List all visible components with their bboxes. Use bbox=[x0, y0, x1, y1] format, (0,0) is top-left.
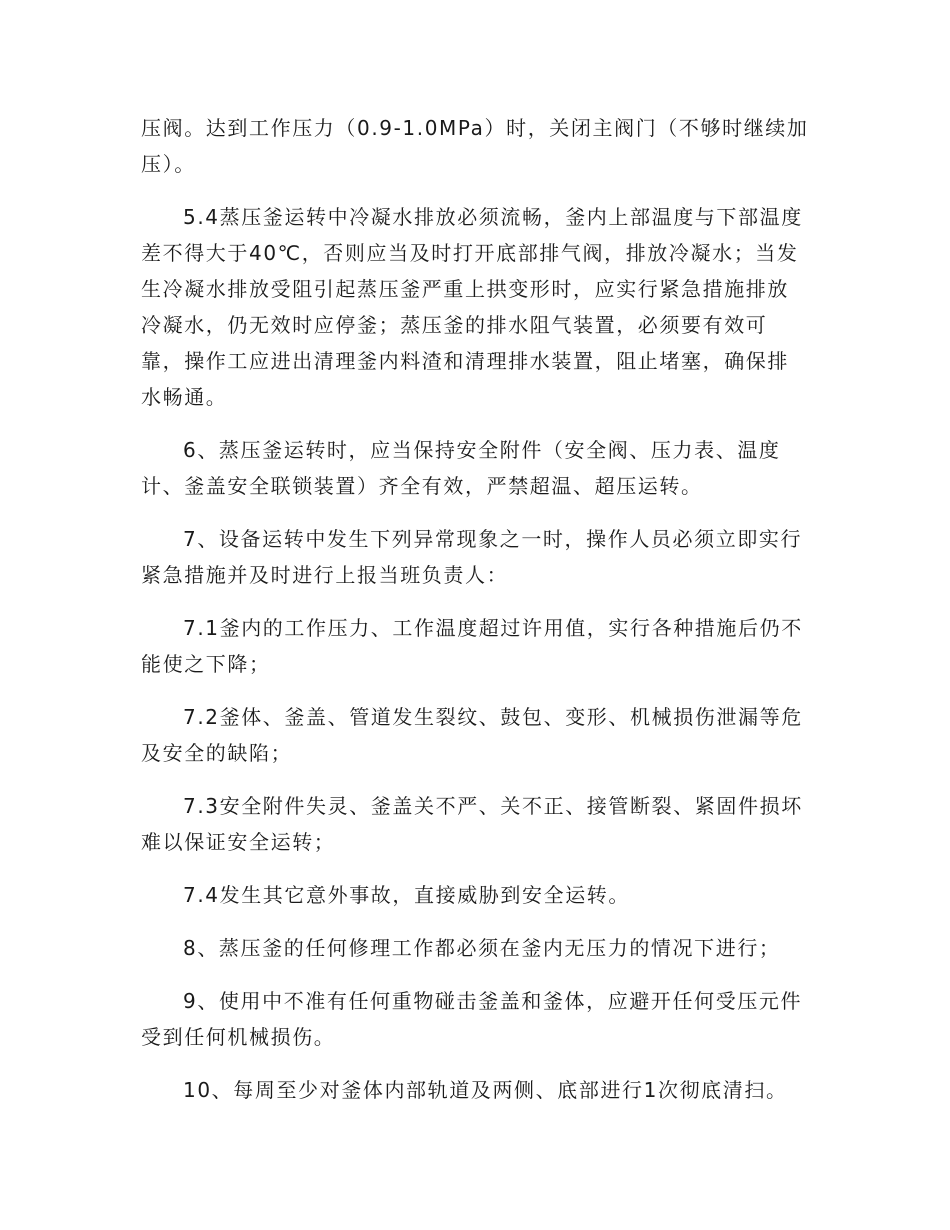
paragraph-line: 7.3安全附件失灵、釜盖关不严、关不正、接管断裂、紧固件损坏 bbox=[183, 794, 803, 818]
paragraph-p-7-4 bbox=[141, 877, 809, 913]
paragraph-line: 受到任何机械损伤。 bbox=[141, 1025, 336, 1049]
paragraph-line: 7.4发生其它意外事故，直接威胁到安全运转。 bbox=[183, 883, 631, 907]
paragraph-line: 压）。 bbox=[141, 152, 196, 176]
paragraph-line: 7、设备运转中发生下列异常现象之一时，操作人员必须立即实行 bbox=[183, 527, 803, 551]
paragraph-p-7 bbox=[141, 521, 809, 593]
paragraph-line: 水畅通。 bbox=[141, 385, 228, 409]
paragraph-p-9 bbox=[141, 983, 809, 1055]
paragraph-line: 难以保证安全运转； bbox=[141, 830, 336, 854]
paragraph-line: 差不得大于40℃，否则应当及时打开底部排气阀，排放冷凝水；当发 bbox=[141, 241, 799, 265]
paragraph-line: 8、蒸压釜的任何修理工作都必须在釜内无压力的情况下进行； bbox=[183, 936, 781, 960]
paragraph-line: 10、每周至少对釜体内部轨道及两侧、底部进行1次彻底清扫。 bbox=[183, 1078, 788, 1102]
paragraph-line: 计、釜盖安全联锁装置）齐全有效，严禁超温、超压运转。 bbox=[141, 474, 703, 498]
paragraph-line: 6、蒸压釜运转时，应当保持安全附件（安全阀、压力表、温度 bbox=[183, 438, 781, 462]
paragraph-line: 9、使用中不准有任何重物碰击釜盖和釜体，应避开任何受压元件 bbox=[183, 989, 803, 1013]
paragraph-p-5-4 bbox=[141, 199, 809, 415]
paragraph-line: 靠，操作工应进出清理釜内料渣和清理排水装置，阻止堵塞，确保排 bbox=[141, 349, 789, 373]
paragraph-p-7-2 bbox=[141, 699, 809, 771]
paragraph-line: 7.1釜内的工作压力、工作温度超过许用值，实行各种措施后仍不 bbox=[183, 616, 803, 640]
paragraph-line: 冷凝水，仍无效时应停釜；蒸压釜的排水阻气装置，必须要有效可 bbox=[141, 313, 768, 337]
paragraph-line: 压阀。达到工作压力（0.9-1.0MPa）时，关闭主阀门（不够时继续加 bbox=[141, 116, 809, 140]
paragraph-line: 紧急措施并及时进行上报当班负责人： bbox=[141, 563, 509, 587]
paragraph-p-7-1 bbox=[141, 610, 809, 682]
paragraph-line: 能使之下降； bbox=[141, 652, 271, 676]
paragraph-line: 5.4蒸压釜运转中冷凝水排放必须流畅，釜内上部温度与下部温度 bbox=[183, 205, 803, 229]
paragraph-line: 生冷凝水排放受阻引起蒸压釜严重上拱变形时，应实行紧急措施排放 bbox=[141, 277, 789, 301]
paragraph-p-6 bbox=[141, 432, 809, 504]
paragraph-p-10 bbox=[141, 1072, 809, 1108]
paragraph-p-8 bbox=[141, 930, 809, 966]
paragraph-p-7-3 bbox=[141, 788, 809, 860]
document-body bbox=[141, 110, 809, 1125]
paragraph-line: 7.2釜体、釜盖、管道发生裂纹、鼓包、变形、机械损伤泄漏等危 bbox=[183, 705, 803, 729]
paragraph-line: 及安全的缺陷； bbox=[141, 741, 293, 765]
paragraph-p-continuation bbox=[141, 110, 809, 182]
